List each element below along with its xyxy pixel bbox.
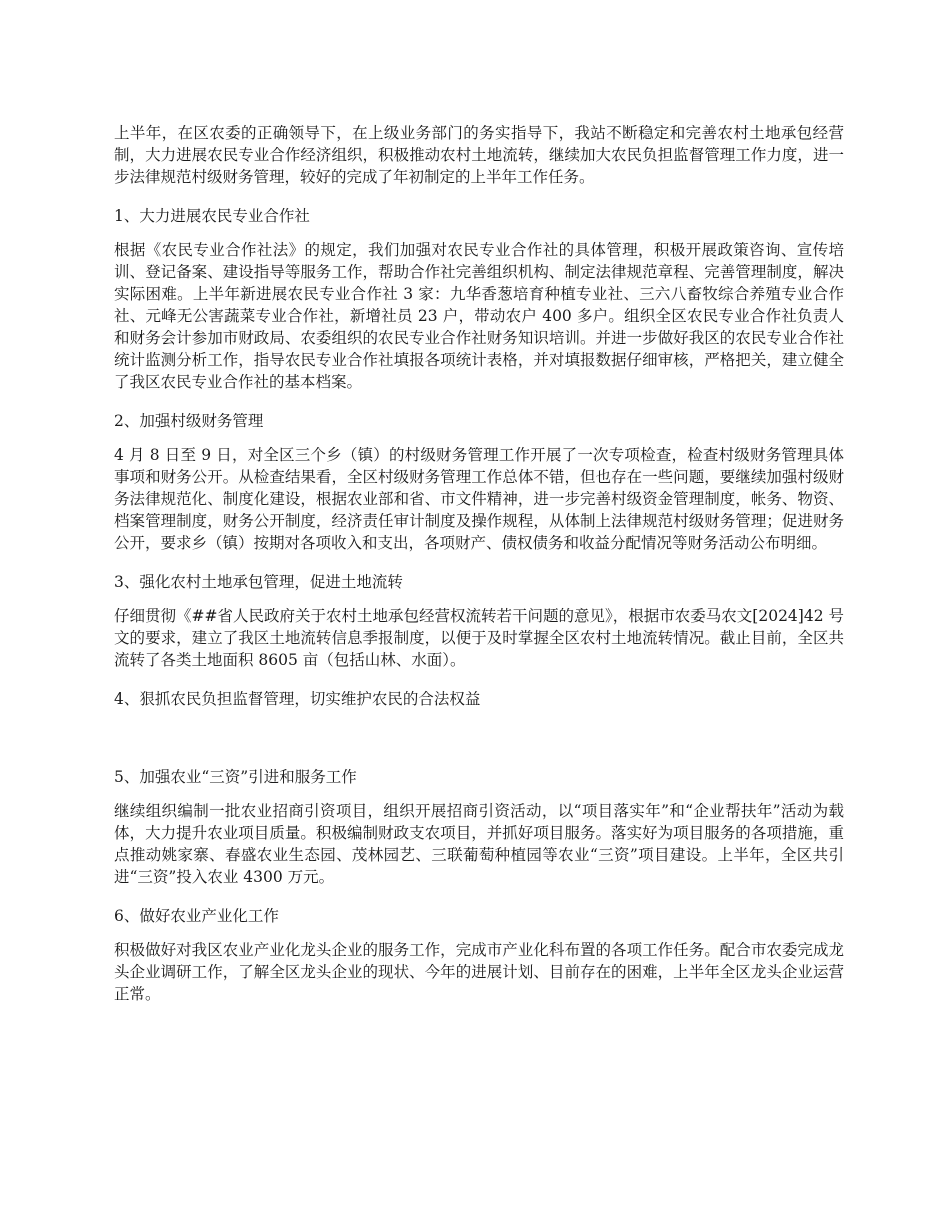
section-5-heading: 5、加强农业“三资”引进和服务工作 — [114, 768, 357, 786]
section-3-heading: 3、强化农村土地承包管理，促进土地流转 — [114, 573, 403, 591]
intro-paragraph: 上半年，在区农委的正确领导下，在上级业务部门的务实指导下，我站不断稳定和完善农村土地承包经营制，大力进展农民专业合作经济组织，积极推动农村土地流转，继续加大农民负担监督管理工作力度，进一步法律规范村级财务管理，较好的完成了年初制定的上半年工作任务。 — [114, 124, 844, 186]
section-3-body: 仔细贯彻《##省人民政府关于农村土地承包经营权流转若干问题的意见》，根据市农委马农文[2024]42 号文的要求，建立了我区土地流转信息季报制度，以便于及时掌握全区农村土地流转情况。截止目前，全区共流转了各类土地面积 8605 亩（包括山林、水面）。 — [114, 607, 844, 669]
section-6-body: 积极做好对我区农业产业化龙头企业的服务工作，完成市产业化科布置的各项工作任务。配合市农委完成龙头企业调研工作，了解全区龙头企业的现状、今年的进展计划、目前存在的困难，上半年全区龙头企业运营正常。 — [114, 941, 844, 1003]
section-1-heading: 1、大力进展农民专业合作社 — [114, 207, 310, 225]
section-6-heading: 6、做好农业产业化工作 — [114, 907, 279, 925]
section-5-body: 继续组织编制一批农业招商引资项目，组织开展招商引资活动，以“项目落实年”和“企业帮扶年”活动为载体，大力提升农业项目质量。积极编制财政支农项目，并抓好项目服务。落实好为项目服务的各项措施，重点推动姚家寨、春盛农业生态园、茂林园艺、三联葡萄种植园等农业“三资”项目建设。上半年，全区共引进“三资”投入农业 4300 万元。 — [114, 802, 844, 886]
section-4-heading: 4、狠抓农民负担监督管理，切实维护农民的合法权益 — [114, 690, 481, 708]
document-page — [114, 122, 844, 1005]
section-2-heading: 2、加强村级财务管理 — [114, 412, 264, 430]
section-1-body: 根据《农民专业合作社法》的规定，我们加强对农民专业合作社的具体管理，积极开展政策咨询、宣传培训、登记备案、建设指导等服务工作，帮助合作社完善组织机构、制定法律规范章程、完善管理制度，解决实际困难。上半年新进展农民专业合作社 3 家：九华香葱培育种植专业社、三六八畜牧综合养殖专业合作社、元峰无公害蔬菜专业合作社，新增社员 23 户，带动农户 400 多户。组织全区农民专业合作社负责人和财务会计参加市财政局、农委组织的农民专业合作社财务知识培训。并进一步做好我区的农民专业合作社统计监测分析工作，指导农民专业合作社填报各项统计表格，并对填报数据仔细审核，严格把关，建立健全了我区农民专业合作社的基本档案。 — [114, 241, 844, 391]
section-2-body: 4 月 8 日至 9 日，对全区三个乡（镇）的村级财务管理工作开展了一次专项检查，检查村级财务管理具体事项和财务公开。从检查结果看，全区村级财务管理工作总体不错，但也存在一些问题，要继续加强村级财务法律规范化、制度化建设，根据农业部和省、市文件精神，进一步完善村级资金管理制度，帐务、物资、档案管理制度，财务公开制度，经济责任审计制度及操作规程，从体制上法律规范村级财务管理；促进财务公开，要求乡（镇）按期对各项收入和支出，各项财产、债权债务和收益分配情况等财务活动公布明细。 — [114, 446, 844, 552]
